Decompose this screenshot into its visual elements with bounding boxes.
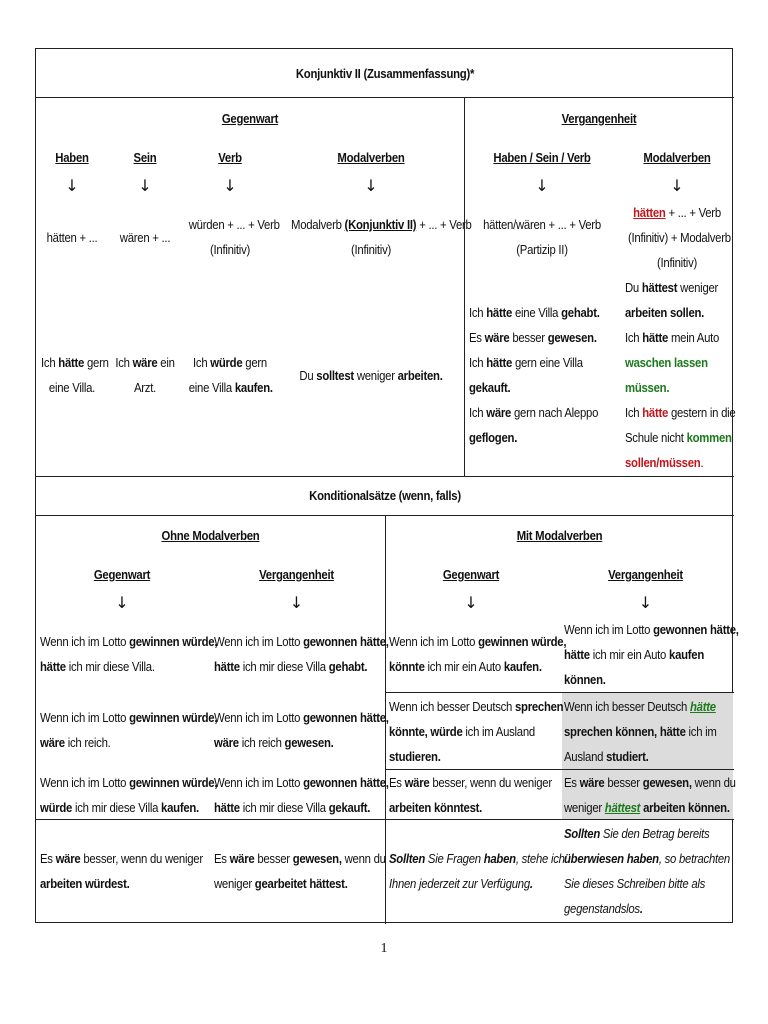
kond-mit-vergangenheit-3: Es wäre besser gewesen, wenn du weniger hättest arbeiten können. (564, 775, 736, 815)
col-modalverben-vergangenheit: Modalverben (643, 150, 711, 165)
col-haben: Haben (55, 150, 89, 165)
ohne-modalverben-header: Ohne Modalverben (161, 528, 260, 543)
example-sein: Ich wäre ein Arzt. (115, 355, 175, 395)
example-verb: Ich würde gern eine Villa kaufen. (188, 355, 273, 395)
example-modalverb: Du solltest weniger arbeiten. (299, 368, 443, 383)
arrow-down-icon: ↓ (223, 176, 237, 195)
kond-ohne-gegenwart-4: Es wäre besser, wenn du weniger arbeiten würdest. (40, 851, 203, 891)
kond-mit-vergangenheit-4: Sollten Sie den Betrag bereits überwiesen haben, so betrachten Sie dieses Schreiben bitte als gegenstandslos. (564, 826, 730, 916)
arrow-down-icon: ↓ (670, 176, 684, 195)
vergangenheit-header: Vergangenheit (561, 111, 637, 126)
col-sein: Sein (133, 150, 157, 165)
col-modalverben: Modalverben (337, 150, 405, 165)
mit-modalverben-header: Mit Modalverben (516, 528, 603, 543)
arrow-down-icon: ↓ (464, 593, 478, 612)
kond-mit-gegenwart-2: Wenn ich besser Deutsch sprechen könnte, würde ich im Ausland studieren. (389, 699, 564, 764)
arrow-down-icon: ↓ (115, 593, 129, 612)
kond-ohne-vergangenheit-3: Wenn ich im Lotto gewonnen hätte, hätte ich mir diese Villa gekauft. (214, 775, 389, 815)
arrow-down-icon: ↓ (638, 593, 653, 612)
form-haben: hätten + ... (46, 230, 98, 245)
form-verb: würden + ... + Verb (Infinitiv) (188, 217, 280, 257)
kond-mit-vergangenheit-2: Wenn ich besser Deutsch hätte sprechen können, hätte ich im Ausland studiert. (564, 699, 717, 764)
kond-ohne-gegenwart-2: Wenn ich im Lotto gewinnen würde, wäre ich reich. (40, 710, 218, 750)
kond-mit-vergangenheit-1: Wenn ich im Lotto gewonnen hätte, hätte ich mir ein Auto kaufen können. (564, 622, 739, 687)
kond-ohne-gegenwart-3: Wenn ich im Lotto gewinnen würde, würde ich mir diese Villa kaufen. (40, 775, 218, 815)
konditional-title: Konditionalsätze (wenn, falls) (309, 488, 461, 503)
form-sein: wären + ... (119, 230, 171, 245)
kond-mit-gegenwart-1: Wenn ich im Lotto gewinnen würde, könnte ich mir ein Auto kaufen. (389, 634, 567, 674)
kond-ohne-gegenwart-1: Wenn ich im Lotto gewinnen würde, hätte ich mir diese Villa. (40, 634, 218, 674)
example-haben: Ich hätte gern eine Villa. (41, 355, 109, 395)
kond-ohne-vergangenheit-1: Wenn ich im Lotto gewonnen hätte, hätte ich mir diese Villa gehabt. (214, 634, 389, 674)
page-number: 1 (380, 941, 388, 956)
kond-mit-gegenwart-3: Es wäre besser, wenn du weniger arbeiten könntest. (389, 775, 552, 815)
col-haben-sein-verb: Haben / Sein / Verb (493, 150, 591, 165)
arrow-down-icon: ↓ (289, 593, 304, 612)
kond-ohne-vergangenheit-2: Wenn ich im Lotto gewonnen hätte, wäre ich reich gewesen. (214, 710, 389, 750)
form-modalverben-vergangenheit: hätten + ... + Verb (Infinitiv) + Modalverb (Infinitiv) (627, 205, 731, 270)
form-modalverb: Modalverb (Konjunktiv II) + ... + Verb (Infinitiv) (291, 217, 472, 257)
kond-ohne-vergangenheit-4: Es wäre besser gewesen, wenn du weniger gearbeitet hättest. (214, 851, 386, 891)
mit-vergangenheit-header: Vergangenheit (608, 567, 683, 582)
kond-mit-gegenwart-4: Sollten Sie Fragen haben, stehe ich Ihnen jederzeit zur Verfügung. (389, 851, 565, 891)
ohne-vergangenheit-header: Vergangenheit (259, 567, 334, 582)
page-title: Konjunktiv II (Zusammenfassung)* (295, 66, 475, 81)
example-modalverben-vergangenheit: Du hättest weniger arbeiten sollen. Ich hätte mein Auto waschen lassen müssen. Ich hätte gestern in die Schule nicht kommen sollen/müssen. (625, 280, 736, 470)
gegenwart-header: Gegenwart (221, 111, 279, 126)
mit-gegenwart-header: Gegenwart (442, 567, 500, 582)
ohne-gegenwart-header: Gegenwart (93, 567, 151, 582)
arrow-down-icon: ↓ (138, 176, 152, 195)
example-vergangenheit: Ich hätte eine Villa gehabt. Es wäre besser gewesen. Ich hätte gern eine Villa gekauft. Ich wäre gern nach Aleppo geflogen. (469, 305, 600, 445)
grammar-table (35, 48, 739, 923)
arrow-down-icon: ↓ (535, 176, 549, 195)
form-haben-sein-verb: hätten/wären + ... + Verb (Partizip II) (483, 217, 601, 257)
arrow-down-icon: ↓ (65, 176, 79, 195)
col-verb: Verb (218, 150, 242, 165)
arrow-down-icon: ↓ (364, 176, 378, 195)
